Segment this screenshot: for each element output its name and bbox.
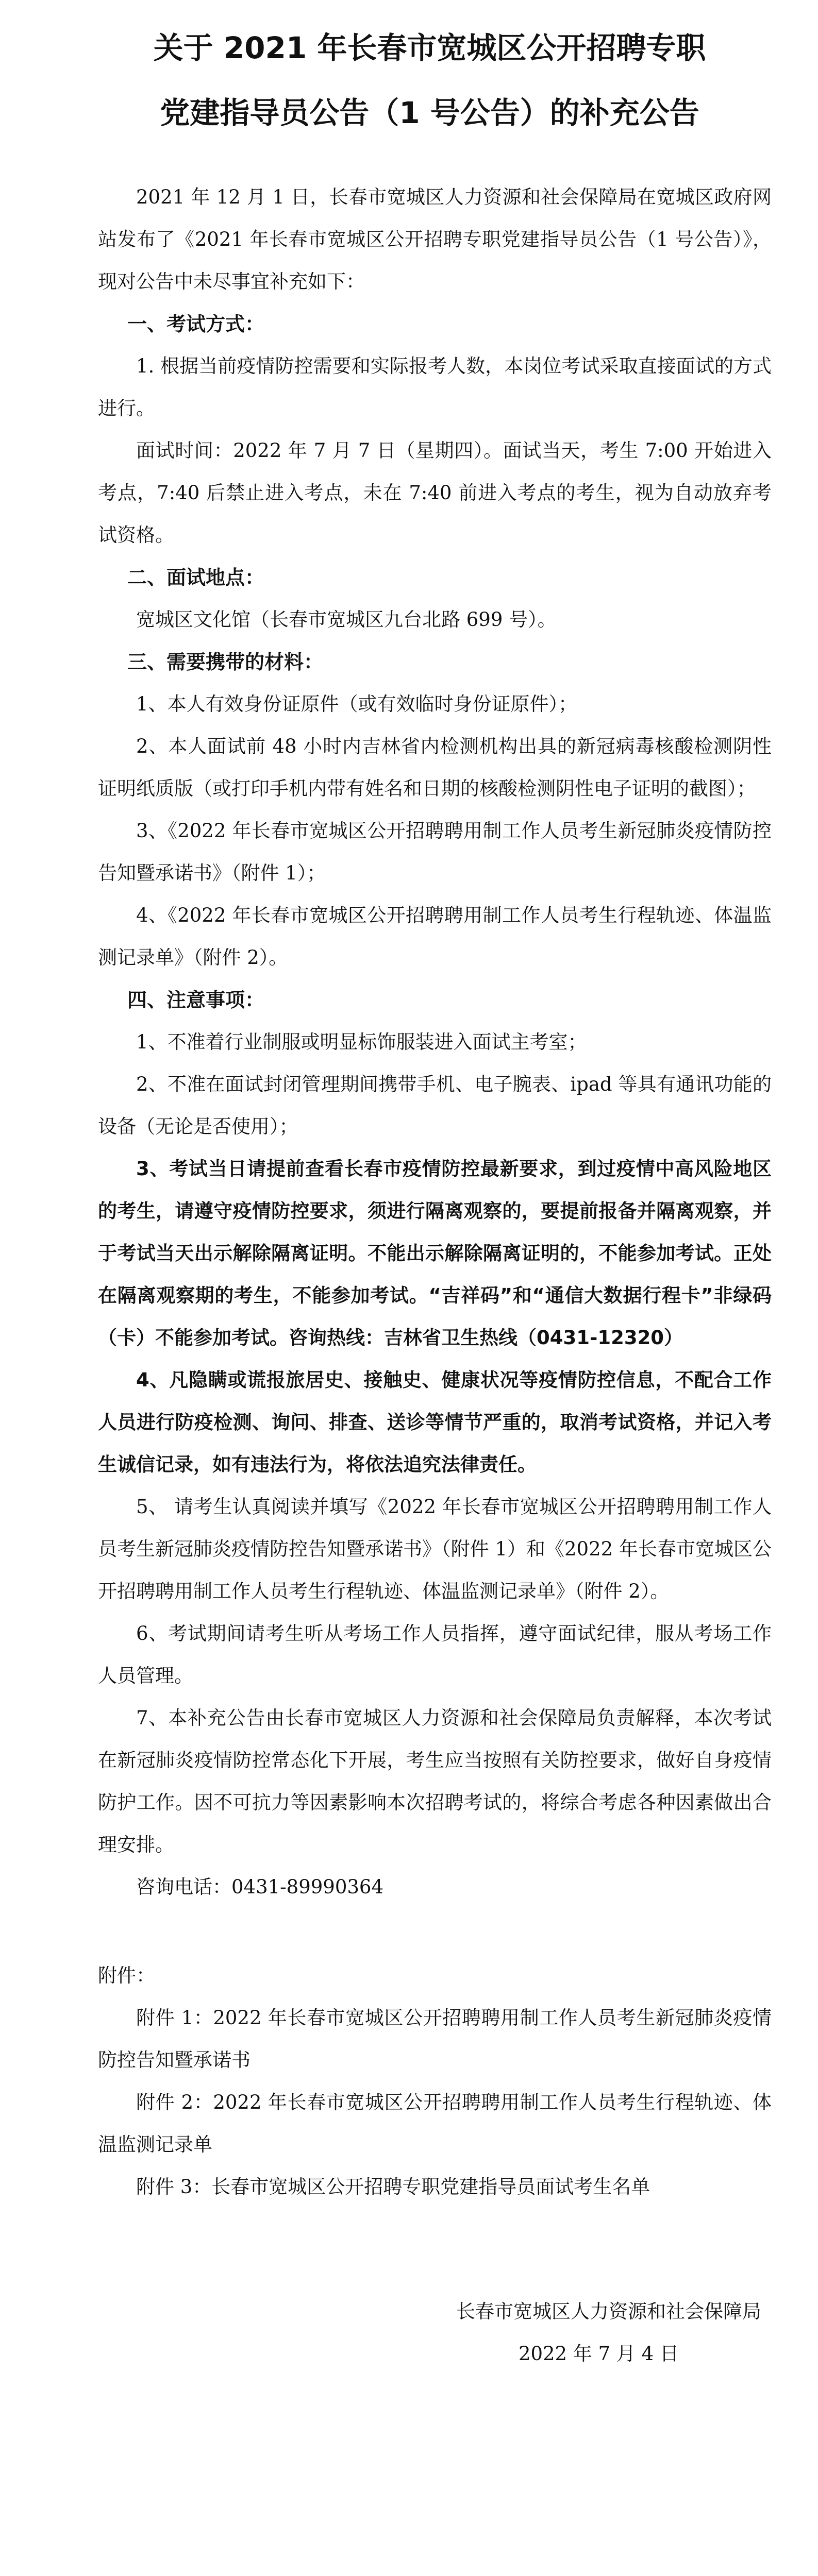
notes-item: 2、不准在面试封闭管理期间携带手机、电子腕表、ipad 等具有通讯功能的设备（无论是否使用）； xyxy=(98,1073,772,1138)
section-heading-notes: 四、注意事项： xyxy=(127,989,265,1011)
attachment-item: 附件 2：2022 年长春市宽城区公开招聘聘用制工作人员考生行程轨迹、体温监测记录单 xyxy=(98,2091,772,2156)
interview-location-paragraph: 宽城区文化馆（长春市宽城区九台北路 699 号）。 xyxy=(136,608,557,631)
spacer xyxy=(98,2208,772,2291)
signature-date: 2022 年 7 月 4 日 xyxy=(518,2343,679,2365)
materials-item: 3、《2022 年长春市宽城区公开招聘聘用制工作人员考生新冠肺炎疫情防控告知暨承诺书》（附件 1）； xyxy=(98,820,772,884)
notes-item: 6、考试期间请考生听从考场工作人员指挥，遵守面试纪律，服从考场工作人员管理。 xyxy=(98,1622,772,1687)
interview-time-paragraph: 面试时间：2022 年 7 月 7 日（星期四）。面试当天，考生 7:00 开始进入考点，7:40 后禁止进入考点，未在 7:40 前进入考点的考生，视为自动放弃考试资格。 xyxy=(98,439,772,546)
notes-item-bold: 4、凡隐瞒或谎报旅居史、接触史、健康状况等疫情防控信息，不配合工作人员进行防疫检测、询问、排查、送诊等情节严重的，取消考试资格，并记入考生诚信记录，如有违法行为，将依法追究法律责任。 xyxy=(98,1369,772,1476)
notes-item: 1、不准着行业制服或明显标饰服装进入面试主考室； xyxy=(136,1031,587,1053)
materials-item: 2、本人面试前 48 小时内吉林省内检测机构出具的新冠病毒核酸检测阴性证明纸质版（或打印手机内带有姓名和日期的核酸检测阴性电子证明的截图）； xyxy=(98,735,772,800)
attachments-label: 附件： xyxy=(98,1964,155,1987)
notes-item: 5、 请考生认真阅读并填写《2022 年长春市宽城区公开招聘聘用制工作人员考生新冠肺炎疫情防控告知暨承诺书》（附件 1）和《2022 年长春市宽城区公开招聘聘用制工作人员考生行程轨迹、体温监测记录单》（附件 2）。 xyxy=(98,1496,772,1602)
title-line-1: 关于 2021 年长春市宽城区公开招聘专职 xyxy=(153,30,706,65)
materials-item: 1、本人有效身份证原件（或有效临时身份证原件）； xyxy=(136,693,578,715)
title-line-2: 党建指导员公告（1 号公告）的补充公告 xyxy=(160,95,699,130)
intro-paragraph: 2021 年 12 月 1 日，长春市宽城区人力资源和社会保障局在宽城区政府网站发布了《2021 年长春市宽城区公开招聘专职党建指导员公告（1 号公告）》，现对公告中未尽事宜补充如下： xyxy=(98,186,772,293)
notes-item: 7、本补充公告由长春市宽城区人力资源和社会保障局负责解释，本次考试在新冠肺炎疫情防控常态化下开展，考生应当按照有关防控要求，做好自身疫情防护工作。因不可抗力等因素影响本次招聘考试的，将综合考虑各种因素做出合理安排。 xyxy=(98,1707,772,1856)
materials-item: 4、《2022 年长春市宽城区公开招聘聘用制工作人员考生行程轨迹、体温监测记录单》（附件 2）。 xyxy=(98,904,772,969)
spacer xyxy=(98,1908,772,1955)
attachment-item: 附件 3：长春市宽城区公开招聘专职党建指导员面试考生名单 xyxy=(136,2176,650,2198)
exam-method-paragraph: 1. 根据当前疫情防控需要和实际报考人数，本岗位考试采取直接面试的方式进行。 xyxy=(98,355,772,419)
attachment-item: 附件 1：2022 年长春市宽城区公开招聘聘用制工作人员考生新冠肺炎疫情防控告知暨承诺书 xyxy=(98,2007,772,2071)
document-title xyxy=(98,15,772,145)
section-heading-interview-location: 二、面试地点： xyxy=(127,566,265,589)
section-heading-materials: 三、需要携带的材料： xyxy=(127,651,324,673)
signature-organization: 长春市宽城区人力资源和社会保障局 xyxy=(456,2300,761,2323)
consult-phone: 咨询电话：0431-89990364 xyxy=(136,1876,383,1898)
notes-item-bold: 3、考试当日请提前查看长春市疫情防控最新要求，到过疫情中高风险地区的考生，请遵守疫情防控要求，须进行隔离观察的，要提前报备并隔离观察，并于考试当天出示解除隔离证明。不能出示解除隔离证明的，不能参加考试。正处在隔离观察期的考生，不能参加考试。“吉祥码”和“通信大数据行程卡”非绿码（卡）不能参加考试。咨询热线：吉林省卫生热线（0431-12320） xyxy=(98,1158,772,1349)
section-heading-exam-method: 一、考试方式： xyxy=(127,313,265,335)
